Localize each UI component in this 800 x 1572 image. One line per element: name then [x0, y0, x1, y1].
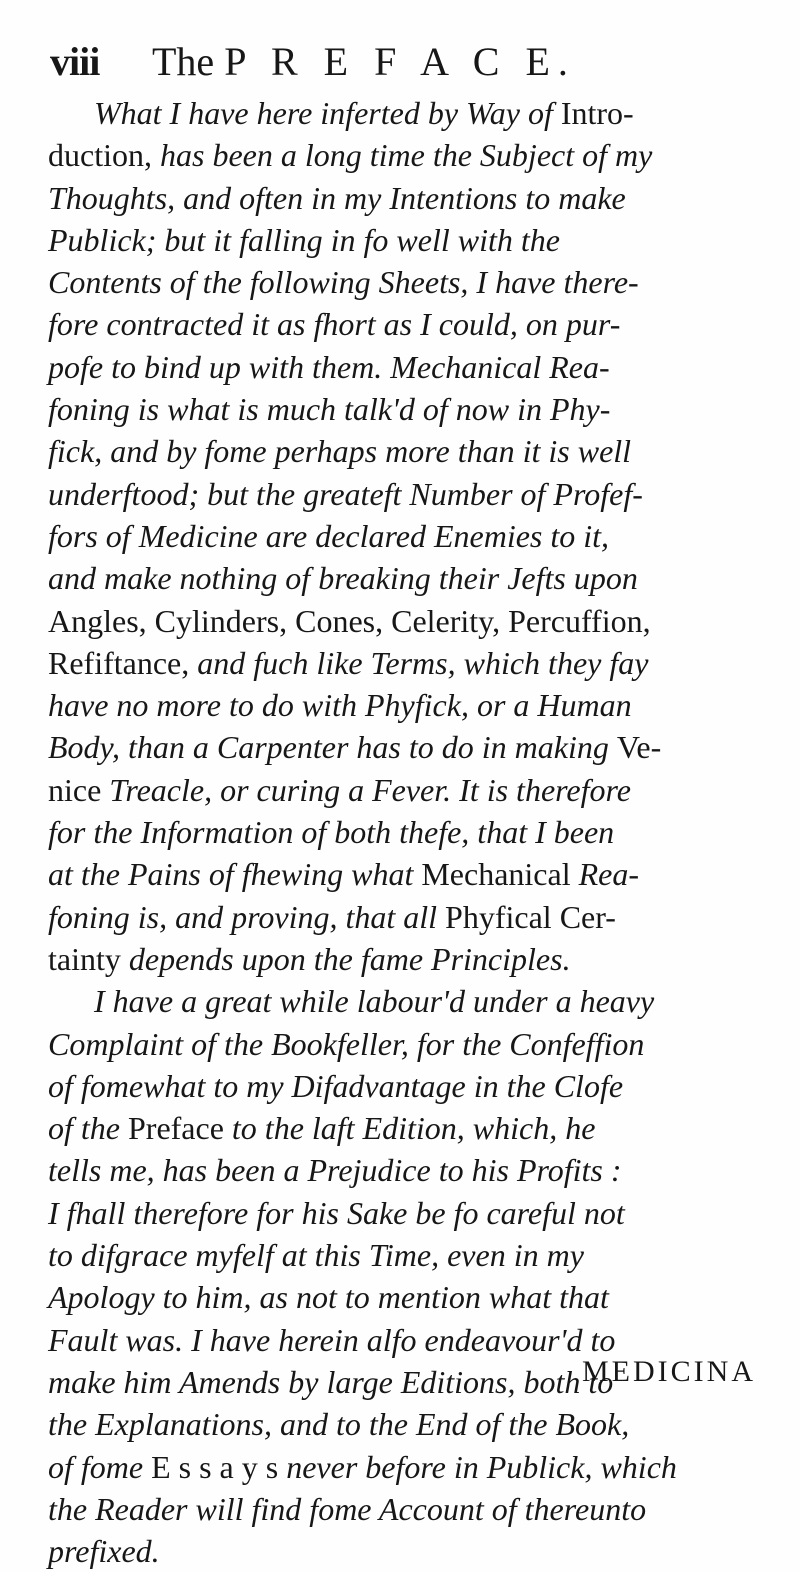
text-line — [48, 515, 758, 557]
text-run: Apology to him, as not to mention what that — [48, 1279, 609, 1316]
text-run: for the Information of both thefe, that I been — [48, 814, 615, 851]
text-line — [48, 1234, 758, 1276]
text-line — [48, 388, 758, 430]
text-run: of the — [48, 1110, 128, 1147]
text-run: prefixed. — [48, 1533, 160, 1570]
text-run: Intro- — [560, 95, 634, 131]
text-line — [48, 1276, 758, 1318]
text-run: has been a long time the Subject of my — [159, 137, 653, 174]
text-run: underftood; but the greateft Number of Profef- — [48, 475, 643, 512]
text-run: depends upon the fame Principles. — [128, 940, 571, 977]
text-run: Complaint of the Bookfeller, for the Confeffion — [48, 1025, 645, 1062]
text-line — [48, 473, 758, 515]
text-line — [48, 1403, 758, 1445]
text-run: to the laft Edition, which, he — [231, 1110, 596, 1147]
text-run: to difgrace myfelf at this Time, even in my — [48, 1237, 584, 1274]
text-line — [48, 853, 758, 895]
text-line — [48, 642, 758, 684]
text-run: pofe to bind up with them. Mechanical Rea- — [48, 348, 610, 385]
text-line — [48, 1023, 758, 1065]
page-number: viii — [50, 39, 100, 84]
text-run: I fhall therefore for his Sake be fo careful not — [48, 1194, 625, 1231]
text-line — [48, 980, 758, 1022]
text-run: foning is, and proving, that all — [48, 898, 446, 935]
text-run: Preface — [127, 1110, 232, 1147]
text-line — [48, 1107, 758, 1149]
text-line — [48, 346, 758, 388]
text-line — [48, 219, 758, 261]
text-line — [48, 557, 758, 599]
catchword: MEDICINA — [582, 1355, 756, 1388]
text-line — [48, 430, 758, 472]
text-run: Refiftance, — [48, 644, 198, 681]
text-run: make him Amends by large Editions, both to — [48, 1363, 614, 1400]
text-line — [48, 92, 758, 134]
text-run: tainty — [48, 940, 129, 977]
text-run: nice — [48, 771, 110, 808]
text-run: Ve- — [616, 729, 662, 766]
text-line — [48, 769, 758, 811]
text-run: Contents of the following Sheets, I have there- — [48, 264, 639, 301]
text-run: Publick; but it falling in fo well with the — [48, 221, 560, 258]
running-title-preface: P R E F A C E. — [224, 39, 576, 84]
text-line — [48, 1065, 758, 1107]
text-run: and make nothing of breaking their Jefts upon — [48, 560, 638, 597]
text-run: of fomewhat to my Difadvantage in the Clofe — [48, 1067, 624, 1104]
text-run: of fome — [48, 1448, 152, 1485]
text-run: What I have here inferted by Way of — [94, 95, 561, 131]
text-run: duction, — [48, 137, 160, 174]
text-run: fore contracted it as fhort as I could, on pur- — [48, 306, 621, 343]
text-run: never before in Publick, which — [286, 1448, 677, 1485]
preface-body-text — [48, 92, 758, 1572]
text-line — [48, 177, 758, 219]
text-line — [48, 1488, 758, 1530]
text-run: the Explanations, and to the End of the Book, — [48, 1406, 630, 1443]
text-run: at the Pains of fhewing what — [48, 856, 422, 893]
text-run: Rea- — [578, 856, 639, 893]
text-run: Treacle, or curing a Fever. It is therefore — [109, 771, 631, 808]
text-run: I have a great while labour'd under a heavy — [94, 983, 655, 1020]
text-run: fick, and by fome perhaps more than it is well — [48, 433, 632, 470]
text-line — [48, 303, 758, 345]
text-run: Angles, Cylinders, Cones, Celerity, Percuffion, — [48, 602, 651, 639]
text-line — [48, 134, 758, 176]
text-run: fors of Medicine are declared Enemies to it, — [48, 517, 610, 554]
text-line — [48, 726, 758, 768]
text-run: tells me, has been a Prejudice to his Profits : — [48, 1152, 622, 1189]
text-line — [48, 938, 758, 980]
text-line — [48, 261, 758, 303]
running-head — [50, 40, 760, 84]
text-line — [48, 1530, 758, 1572]
text-run: Body, than a Carpenter has to do in making — [48, 729, 617, 766]
text-run: foning is what is much talk'd of now in Phy- — [48, 391, 611, 428]
text-line — [48, 1149, 758, 1191]
text-line — [48, 600, 758, 642]
text-run: have no more to do with Phyfick, or a Human — [48, 687, 632, 724]
text-run: Phyfical Cer- — [445, 898, 616, 935]
text-line — [48, 896, 758, 938]
text-line — [48, 684, 758, 726]
text-line — [48, 811, 758, 853]
text-line — [48, 1192, 758, 1234]
text-run: Mechanical — [421, 856, 579, 893]
text-run: the Reader will find fome Account of thereunto — [48, 1490, 647, 1527]
text-run: E s s a y s — [151, 1448, 287, 1485]
running-title — [152, 40, 576, 84]
text-run: and fuch like Terms, which they fay — [197, 644, 649, 681]
text-line — [48, 1446, 758, 1488]
running-title-the: The — [152, 39, 215, 84]
text-run: Thoughts, and often in my Intentions to make — [48, 179, 626, 216]
text-run: Fault was. I have herein alfo endeavour'd to — [48, 1321, 616, 1358]
